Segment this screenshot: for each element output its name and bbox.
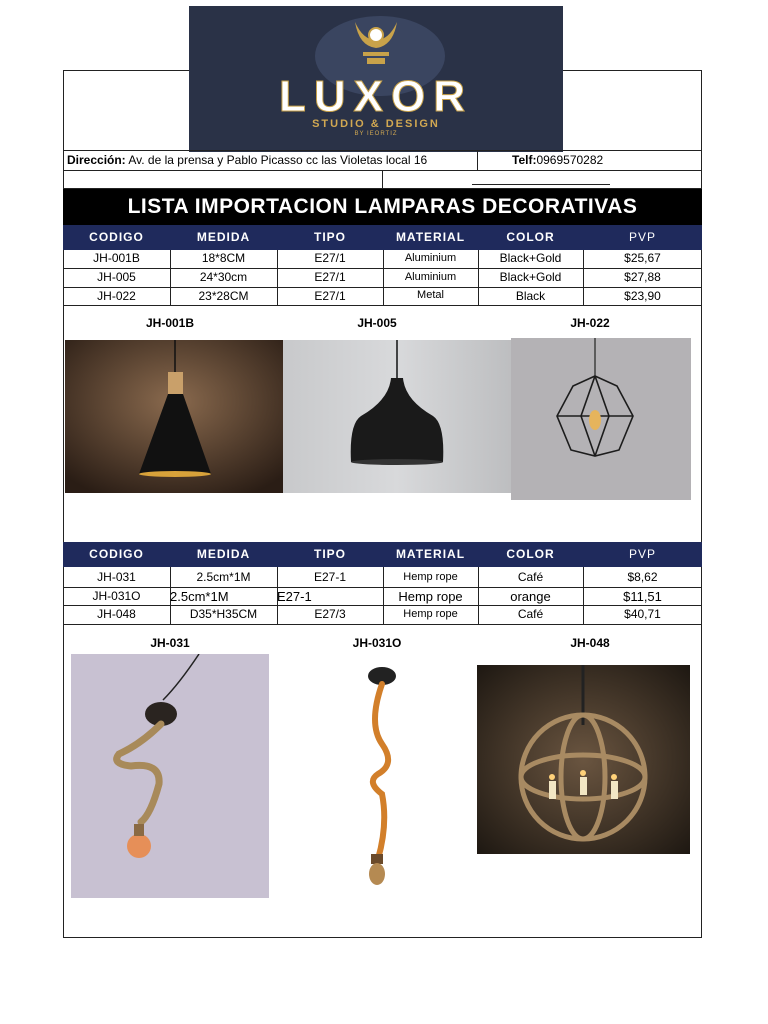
col-color: COLOR <box>506 547 555 561</box>
product-photo-jh-031 <box>71 654 269 898</box>
cell-codigo: JH-031 <box>97 570 136 584</box>
col-material: MATERIAL <box>395 230 466 244</box>
brand-tagline: STUDIO & DESIGN <box>312 118 440 130</box>
cell-codigo: JH-031O <box>92 589 141 603</box>
cell-codigo: JH-001B <box>93 251 140 265</box>
cell-material: Metal <box>417 289 444 301</box>
cell-medida: 2.5cm*1M <box>170 589 229 604</box>
cell-medida: 24*30cm <box>199 270 248 284</box>
product-photo-jh-001b <box>65 340 283 493</box>
crown-icon <box>349 18 403 68</box>
cell-tipo: E27/3 <box>314 607 346 621</box>
cell-material: Hemp rope <box>403 571 458 583</box>
cell-pvp: $23,90 <box>624 289 661 303</box>
phone-label: Telf: <box>512 153 537 167</box>
product-photo-jh-048 <box>477 665 690 854</box>
brand-byline: BY IEORTIZ <box>354 131 398 137</box>
col-medida: MEDIDA <box>196 547 251 561</box>
col-material: MATERIAL <box>395 547 466 561</box>
cell-tipo: E27-1 <box>313 570 347 584</box>
address-label: Dirección: <box>67 153 126 167</box>
cell-color: Black+Gold <box>499 270 562 284</box>
col-tipo: TIPO <box>313 230 346 244</box>
table1-header <box>63 225 702 250</box>
cell-pvp: $40,71 <box>624 607 661 621</box>
phone-number: 0969570282 <box>536 153 604 167</box>
cell-medida: 23*28CM <box>198 289 249 303</box>
cell-pvp: $8,62 <box>627 570 658 584</box>
cell-medida: D35*H35CM <box>189 607 258 621</box>
col-pvp: PVP <box>628 547 656 561</box>
table-row <box>63 251 702 268</box>
product-caption: JH-048 <box>570 636 610 650</box>
col-pvp: PVP <box>628 230 656 244</box>
table-row <box>63 270 702 287</box>
cell-medida: 2.5cm*1M <box>196 570 251 584</box>
brand-name: LUXOR <box>279 72 473 121</box>
product-caption: JH-031O <box>352 636 402 650</box>
table-row <box>63 289 702 306</box>
product-caption: JH-001B <box>145 316 195 330</box>
cell-material: Hemp rope <box>398 589 463 604</box>
product-photo-jh-022 <box>511 338 691 500</box>
cell-codigo: JH-048 <box>97 607 136 621</box>
cell-material: Hemp rope <box>403 608 458 620</box>
phone <box>512 153 603 167</box>
cell-tipo: E27-1 <box>277 589 312 604</box>
cell-color: Café <box>517 570 544 584</box>
cell-color: Black <box>515 289 546 303</box>
cell-color: Café <box>517 607 544 621</box>
cell-medida: 18*8CM <box>201 251 246 265</box>
cell-pvp: $11,51 <box>623 589 662 604</box>
address-text: Av. de la prensa y Pablo Picasso cc las Violetas local 16 <box>128 153 428 167</box>
col-codigo: CODIGO <box>89 230 144 244</box>
product-caption: JH-005 <box>357 316 397 330</box>
cell-tipo: E27/1 <box>314 251 346 265</box>
cell-pvp: $25,67 <box>624 251 661 265</box>
brand-logo <box>189 6 563 152</box>
cell-pvp: $27,88 <box>624 270 661 284</box>
col-codigo: CODIGO <box>89 547 144 561</box>
cell-codigo: JH-005 <box>97 270 136 284</box>
table-row <box>63 589 702 606</box>
cell-color: Black+Gold <box>499 251 562 265</box>
address <box>67 153 427 167</box>
table2-header <box>63 542 702 567</box>
cell-codigo: JH-022 <box>97 289 136 303</box>
col-medida: MEDIDA <box>196 230 251 244</box>
col-color: COLOR <box>506 230 555 244</box>
cell-tipo: E27/1 <box>314 289 346 303</box>
page-title: LISTA IMPORTACION LAMPARAS DECORATIVAS <box>63 189 702 225</box>
cell-color: orange <box>510 589 551 604</box>
cell-material: Aluminium <box>404 252 457 264</box>
cell-material: Aluminium <box>404 271 457 283</box>
product-photo-jh-031o <box>338 664 418 894</box>
col-tipo: TIPO <box>313 547 346 561</box>
product-photo-jh-005 <box>283 340 511 493</box>
product-caption: JH-031 <box>150 636 190 650</box>
cell-tipo: E27/1 <box>314 270 346 284</box>
table-row <box>63 607 702 624</box>
product-caption: JH-022 <box>570 316 610 330</box>
table-row <box>63 570 702 587</box>
